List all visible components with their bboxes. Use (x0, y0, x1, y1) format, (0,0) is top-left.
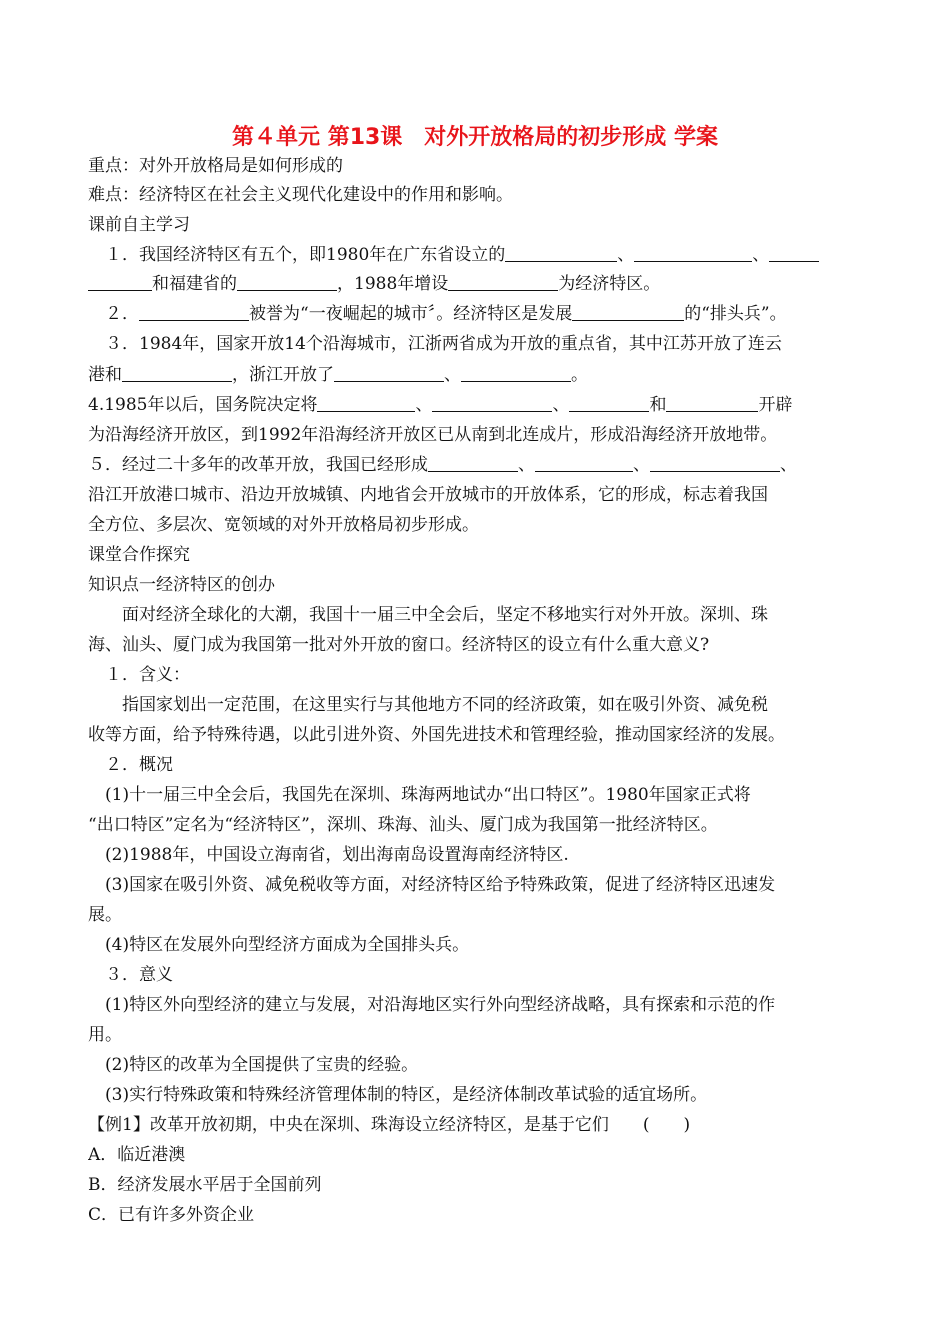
subheading-definition: １．含义： (105, 665, 190, 685)
question-text: １．我国经济特区有五个，即1980年在广东省设立的 (105, 245, 506, 265)
significance-item-2: (2)特区的改革为全国提供了宝贵的经验。 (105, 1055, 419, 1075)
question-4-line-1 (88, 391, 864, 420)
answer-blank[interactable] (317, 393, 415, 412)
option-b: B．经济发展水平居于全国前列 (88, 1175, 322, 1195)
answer-blank[interactable] (448, 272, 558, 291)
definition-line-2: 收等方面，给予特殊待遇，以此引进外资、外国先进技术和管理经验，推动国家经济的发展。 (88, 725, 785, 745)
overview-item-3-line-2: 展。 (88, 905, 122, 925)
intro-paragraph-line-2: 海、汕头、厦门成为我国第一批对外开放的窗口。经济特区的设立有什么重大意义? (88, 635, 710, 655)
answer-blank[interactable] (666, 393, 758, 412)
answer-blank[interactable] (139, 302, 249, 321)
definition-line-1: 指国家划出一定范围，在这里实行与其他地方不同的经济政策，如在吸引外资、减免税 (122, 695, 768, 715)
question-text: ５．经过二十多年的改革开放，我国已经形成 (88, 455, 428, 475)
overview-item-4: (4)特区在发展外向型经济方面成为全国排头兵。 (105, 935, 470, 955)
question-text: 为经济特区。 (558, 274, 661, 294)
answer-blank[interactable] (334, 363, 444, 382)
section-heading-pre-study: 课前自主学习 (88, 215, 190, 235)
question-text: 和福建省的 (152, 274, 237, 294)
question-text: 被誉为“一夜崛起的城市〞。经济特区是发展 (249, 304, 573, 324)
document-title: 第４单元 第13课 对外开放格局的初步形成 学案 (232, 125, 718, 150)
overview-item-1-line-1: (1)十一届三中全会后，我国先在深圳、珠海两地试办“出口特区”。1980年国家正式将 (105, 785, 751, 805)
question-text: 开辟 (758, 395, 793, 415)
question-text: 。 (571, 365, 588, 385)
question-text: 的“排头兵”。 (684, 304, 787, 324)
answer-blank[interactable] (505, 243, 617, 262)
question-text: 港和 (88, 365, 122, 385)
question-5-line-1 (88, 451, 864, 480)
question-text: 、 (444, 365, 461, 385)
question-text: 、 (617, 245, 635, 265)
question-3-line-2 (88, 361, 864, 390)
answer-blank[interactable] (432, 393, 552, 412)
knowledge-point-heading: 知识点一经济特区的创办 (88, 575, 275, 595)
answer-blank[interactable] (428, 453, 518, 472)
question-1-line-1 (88, 241, 864, 270)
option-a: A．临近港澳 (88, 1145, 186, 1165)
question-text: 、 (780, 455, 797, 475)
question-text: 、 (633, 455, 650, 475)
question-text: 4.1985年以后，国务院决定将 (88, 395, 318, 415)
difficulty-line: 难点：经济特区在社会主义现代化建设中的作用和影响。 (88, 185, 513, 205)
intro-paragraph-line-1: 面对经济全球化的大潮，我国十一届三中全会后，坚定不移地实行对外开放。深圳、珠 (122, 605, 768, 625)
answer-blank[interactable] (634, 243, 752, 262)
question-4-line-2: 为沿海经济开放区，到1992年沿海经济开放区已从南到北连成片，形成沿海经济开放地带。 (88, 425, 778, 445)
overview-item-2: (2)1988年，中国设立海南省，划出海南岛设置海南经济特区. (105, 845, 569, 865)
answer-blank[interactable] (122, 363, 232, 382)
subheading-significance: ３．意义 (105, 965, 173, 985)
question-5-line-2: 沿江开放港口城市、沿边开放城镇、内地省会开放城市的开放体系，它的形成，标志着我国 (88, 485, 768, 505)
overview-item-1-line-2: “出口特区”定名为“经济特区”，深圳、珠海、汕头、厦门成为我国第一批经济特区。 (88, 815, 718, 835)
question-5-line-3: 全方位、多层次、宽领域的对外开放格局初步形成。 (88, 515, 479, 535)
question-text: 和 (649, 395, 667, 415)
section-heading-class-explore: 课堂合作探究 (88, 545, 190, 565)
answer-blank[interactable] (569, 393, 649, 412)
subheading-overview: ２．概况 (105, 755, 173, 775)
answer-blank[interactable] (535, 453, 633, 472)
overview-item-3-line-1: (3)国家在吸引外资、减免税收等方面，对经济特区给予特殊政策，促进了经济特区迅速发 (105, 875, 776, 895)
significance-item-1-line-2: 用。 (88, 1025, 122, 1045)
question-1-line-2 (88, 270, 864, 299)
answer-blank[interactable] (461, 363, 571, 382)
significance-item-1-line-1: (1)特区外向型经济的建立与发展，对沿海地区实行外向型经济战略，具有探索和示范的作 (105, 995, 776, 1015)
question-text: ，浙江开放了 (232, 365, 334, 385)
question-text: 、 (518, 455, 535, 475)
question-text: ２． (105, 304, 139, 324)
question-text: 、 (552, 395, 570, 415)
question-text: 、 (752, 245, 770, 265)
answer-blank[interactable] (88, 272, 152, 291)
answer-blank[interactable] (650, 453, 780, 472)
answer-blank[interactable] (769, 243, 819, 262)
question-text: ，1988年增设 (337, 274, 449, 294)
example-question: 【例1】改革开放初期，中央在深圳、珠海设立经济特区，是基于它们 ( ) (88, 1115, 691, 1135)
key-point-line: 重点：对外开放格局是如何形成的 (88, 156, 343, 176)
significance-item-3: (3)实行特殊政策和特殊经济管理体制的特区，是经济体制改革试验的适宜场所。 (105, 1085, 708, 1105)
answer-blank[interactable] (572, 302, 684, 321)
question-3-line-1: ３．1984年，国家开放14个沿海城市，江浙两省成为开放的重点省，其中江苏开放了连云 (105, 334, 782, 354)
answer-blank[interactable] (237, 272, 337, 291)
question-2-line (88, 300, 864, 329)
question-text: 、 (415, 395, 433, 415)
option-c: C．已有许多外资企业 (88, 1205, 255, 1225)
